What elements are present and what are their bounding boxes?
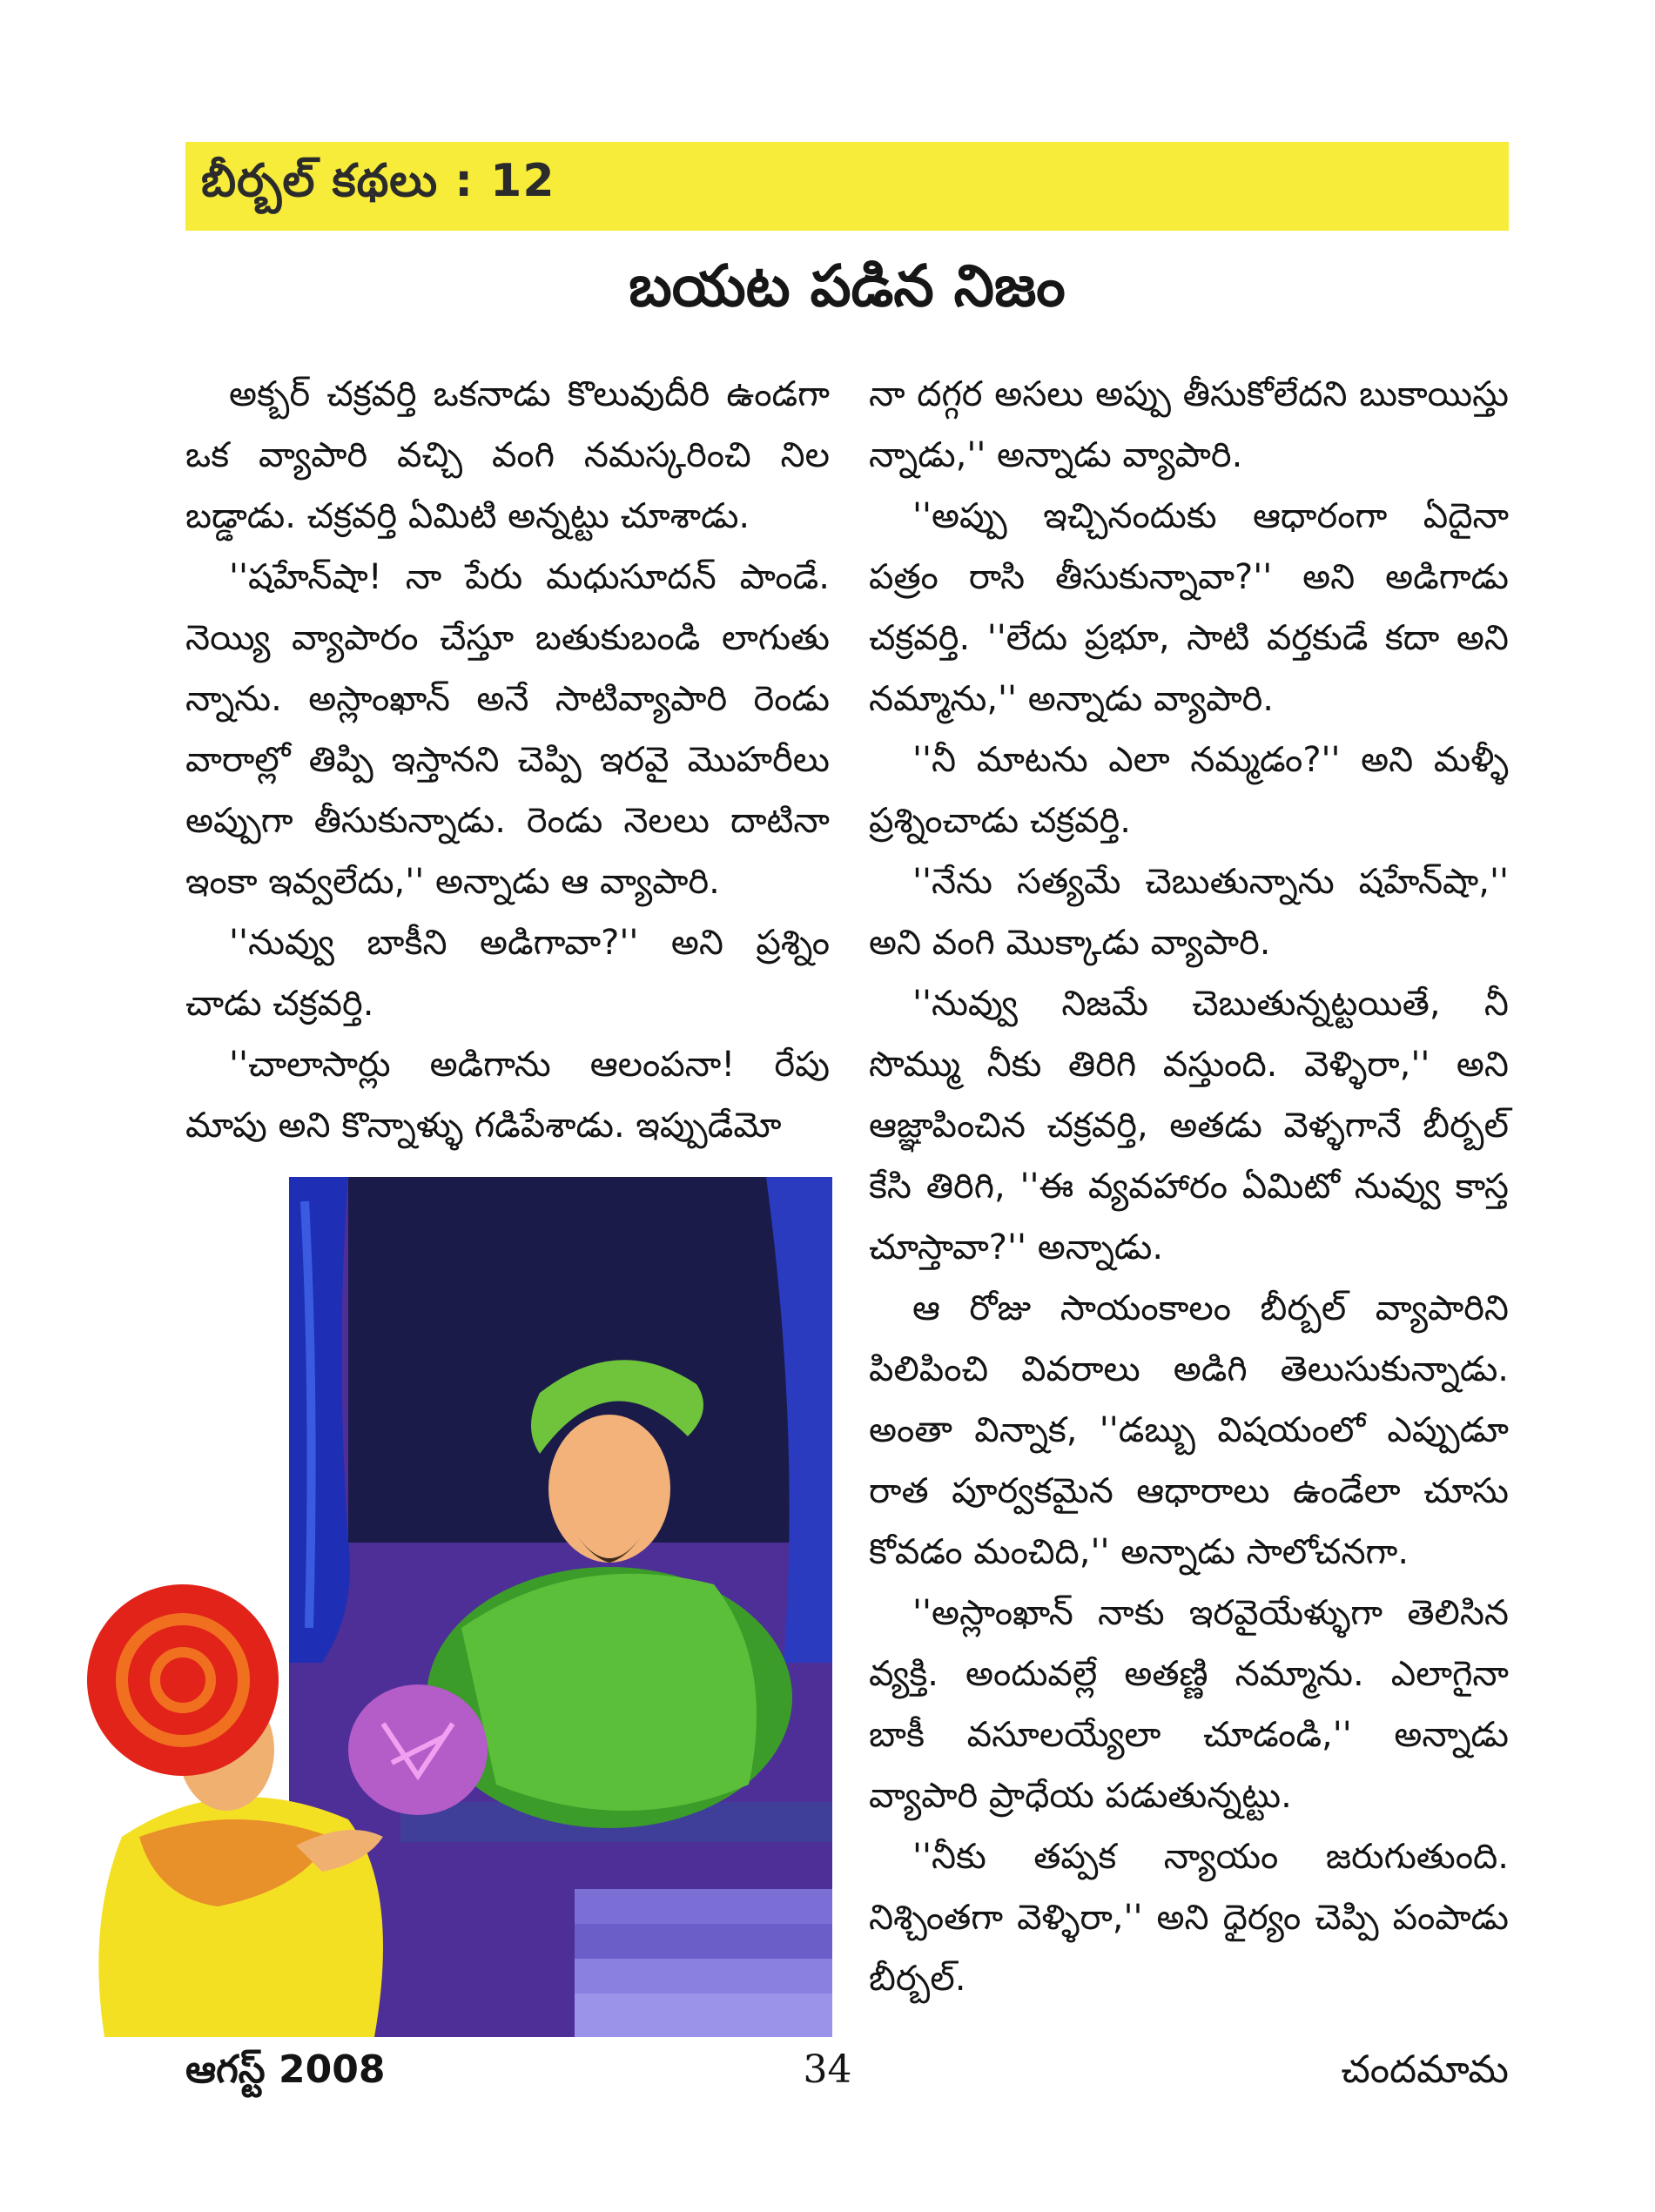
series-label: బీర్బల్ కథలు : 12 <box>201 154 555 207</box>
throne-steps <box>575 1889 832 2037</box>
emperor-head <box>548 1415 670 1563</box>
right-text-column <box>869 364 1509 2009</box>
paragraph: ''నేను సత్యమే చెబుతున్నాను షహేన్‌షా,'' అని వంగి మొక్కాడు వ్యాపారి. <box>869 862 1509 963</box>
magazine-name: చందమామ <box>1341 2047 1509 2092</box>
series-header-band <box>185 142 1509 231</box>
paragraph: ''నువ్వు నిజమే చెబుతున్నట్టయితే, నీ సొమ్ము నీకు తిరిగి వస్తుంది. వెళ్ళిరా,'' అని ఆజ్ఞాపించిన చక్రవర్తి, అతడు వెళ్ళగానే బీర్బల్ కేసి తిరిగి, ''ఈ వ్యవహారం ఏమిటో నువ్వు కాస్త చూస్తావా?'' అన్నాడు. <box>869 984 1509 1267</box>
page-number: 34 <box>803 2047 852 2092</box>
paragraph: ''అప్పు ఇచ్చినందుకు ఆధారంగా ఏదైనా పత్రం రాసి తీసుకున్నావా?'' అని అడిగాడు చక్రవర్తి. ''లేదు ప్రభూ, సాటి వర్తకుడే కదా అని నమ్మాను,'' అన్నాడు వ్యాపారి. <box>869 496 1509 719</box>
paragraph: నా దగ్గర అసలు అప్పు తీసుకోలేదని బుకాయిస్తు న్నాడు,'' అన్నాడు వ్యాపారి. <box>869 374 1509 475</box>
left-text-column <box>185 364 830 1156</box>
paragraph: ''అస్లాంఖాన్ నాకు ఇరవైయేళ్ళుగా తెలిసిన వ్యక్తి. అందువల్లే అతణ్ణి నమ్మాను. ఎలాగైనా బాకీ వసూలయ్యేలా చూడండి,'' అన్నాడు వ్యాపారి ప్రాధేయ పడుతున్నట్టు. <box>869 1593 1509 1816</box>
paragraph: ''నువ్వు బాకీని అడిగావా?'' అని ప్రశ్నిం చాడు చక్రవర్తి. <box>185 923 830 1024</box>
paragraph: ''నీ మాటను ఎలా నమ్మడం?'' అని మళ్ళీ ప్రశ్నించాడు చక్రవర్తి. <box>869 740 1509 841</box>
issue-date: ఆగస్ట్ 2008 <box>185 2047 386 2092</box>
blue-curtain <box>289 1177 350 1663</box>
story-illustration <box>87 1175 836 2041</box>
paragraph: ''షహేన్‌షా! నా పేరు మధుసూదన్ పాండే. నెయ్యి వ్యాపారం చేస్తూ బతుకుబండి లాగుతు న్నాను. అస్లాంఖాన్ అనే సాటివ్యాపారి రెండు వారాల్లో తిప్పి ఇస్తానని చెప్పి ఇరవై మొహరీలు అప్పుగా తీసుకున్నాడు. రెండు నెలలు దాటినా ఇంకా ఇవ్వలేదు,'' అన్నాడు ఆ వ్యాపారి. <box>185 557 830 902</box>
paragraph: ''నీకు తప్పక న్యాయం జరుగుతుంది. నిశ్చింతగా వెళ్ళిరా,'' అని ధైర్యం చెప్పి పంపాడు బీర్బల్. <box>869 1837 1509 1999</box>
paragraph: అక్బర్ చక్రవర్తి ఒకనాడు కొలువుదీరి ఉండగా ఒక వ్యాపారి వచ్చి వంగి నమస్కరించి నిల బడ్డాడు. చక్రవర్తి ఏమిటి అన్నట్టు చూశాడు. <box>185 374 830 536</box>
paragraph: ఆ రోజు సాయంకాలం బీర్బల్ వ్యాపారిని పిలిపించి వివరాలు అడిగి తెలుసుకున్నాడు. అంతా విన్నాక, ''డబ్బు విషయంలో ఎప్పుడూ రాత పూర్వకమైన ఆధారాలు ఉండేలా చూసు కోవడం మంచిది,'' అన్నాడు సాలోచనగా. <box>869 1288 1509 1572</box>
paragraph: ''చాలాసార్లు అడిగాను ఆలంపనా! రేపు మాపు అని కొన్నాళ్ళు గడిపేశాడు. ఇప్పుడేమో <box>185 1045 830 1146</box>
story-title: బయట పడిన నిజం <box>629 252 1066 319</box>
